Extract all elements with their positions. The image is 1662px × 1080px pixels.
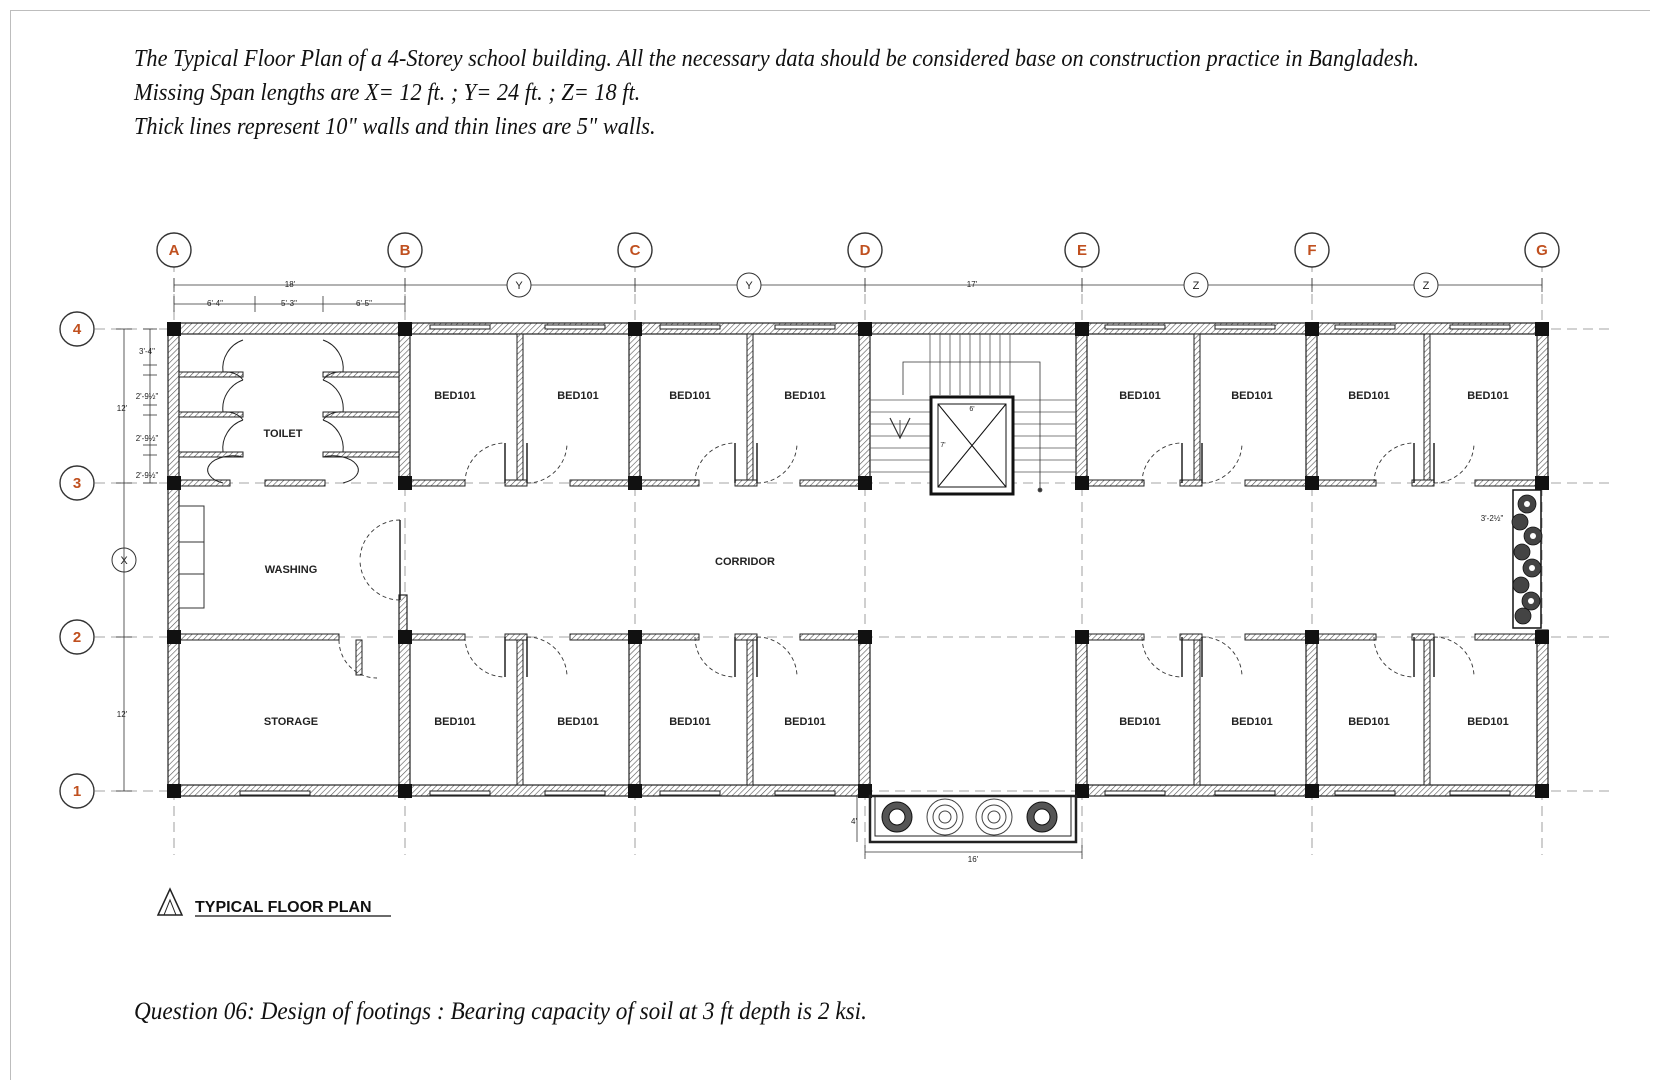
dim-ab-part2: 5'-3" — [281, 299, 297, 308]
room-label-bed: BED101 — [1231, 716, 1273, 728]
door-leaves — [400, 443, 1434, 677]
question-text: Question 06: Design of footings : Bearing capacity of soil at 3 ft depth is 2 ksi. — [134, 998, 867, 1025]
room-label-bed: BED101 — [434, 390, 476, 402]
dim-lift-width: 6' — [969, 406, 975, 413]
side-planter — [1512, 490, 1542, 628]
dim-toilet-1: 3'-4" — [139, 347, 155, 356]
dim-row-21: 12' — [116, 710, 128, 719]
walls-thick — [168, 323, 1548, 796]
svg-text:Z: Z — [1192, 280, 1200, 292]
toilet-stalls — [179, 340, 399, 483]
left-dimension-text — [117, 347, 159, 719]
dim-row-43: 12' — [116, 404, 128, 413]
statement-line-3: Thick lines represent 10" walls and thin lines are 5" walls. — [134, 114, 656, 140]
dim-de-span: 17' — [966, 280, 978, 289]
dim-lift-height: 7' — [940, 442, 946, 449]
svg-text:Z: Z — [1422, 280, 1430, 292]
grid-label-g: G — [1536, 242, 1548, 259]
room-label-bed: BED101 — [1231, 390, 1273, 402]
room-label-bed: BED101 — [1467, 390, 1509, 402]
grid-lines — [95, 262, 1612, 855]
dim-planter: 3'-2½" — [1480, 514, 1504, 523]
windows — [240, 325, 1510, 795]
room-label-bed: BED101 — [1348, 716, 1390, 728]
plan-title-block — [158, 889, 391, 916]
grid-bubble-3 — [60, 466, 94, 500]
room-label-toilet: TOILET — [263, 428, 303, 440]
grid-bubble-e — [1065, 233, 1099, 267]
structural-columns — [167, 322, 1549, 798]
span-marker-y1 — [507, 273, 531, 297]
doors — [339, 443, 1474, 678]
dim-toilet-4: 2'-9½" — [135, 471, 159, 480]
top-dimension-line — [174, 278, 1542, 312]
grid-label-3: 3 — [72, 475, 82, 492]
statement-line-1: The Typical Floor Plan of a 4-Storey school building. All the necessary data should be considered base on construction practice in Bangladesh. — [134, 46, 1420, 72]
room-label-bed: BED101 — [1467, 716, 1509, 728]
span-markers — [112, 273, 1438, 572]
room-label-bed: BED101 — [784, 716, 826, 728]
dim-balcony-depth: 4' — [851, 817, 857, 826]
plan-title: TYPICAL FLOOR PLAN — [195, 899, 372, 916]
dim-toilet-2: 2'-9½" — [135, 392, 159, 401]
dim-balcony-width: 16' — [967, 855, 979, 864]
grid-bubble-f — [1295, 233, 1329, 267]
grid-label-f: F — [1307, 242, 1317, 259]
grid-label-4: 4 — [72, 321, 82, 338]
row-grid-bubbles — [60, 312, 94, 808]
room-label-bed: BED101 — [669, 390, 711, 402]
grid-label-1: 1 — [72, 783, 82, 800]
room-label-corridor: CORRIDOR — [715, 556, 775, 568]
grid-bubble-1 — [60, 774, 94, 808]
room-label-bed: BED101 — [669, 716, 711, 728]
span-marker-z1 — [1184, 273, 1208, 297]
span-marker-y2 — [737, 273, 761, 297]
dim-toilet-3: 2'-9½" — [135, 434, 159, 443]
grid-label-2: 2 — [72, 629, 82, 646]
room-label-bed: BED101 — [1119, 390, 1161, 402]
grid-label-c: C — [629, 242, 641, 259]
grid-bubble-b — [388, 233, 422, 267]
washing-basins — [179, 506, 204, 608]
grid-bubble-a — [157, 233, 191, 267]
walls-thin — [174, 334, 1542, 785]
grid-bubble-d — [848, 233, 882, 267]
svg-text:Y: Y — [745, 280, 753, 292]
dim-ab-part3: 6'-5" — [356, 299, 372, 308]
dim-ab-total: 18' — [284, 280, 296, 289]
dim-ab-part1: 6'-4" — [207, 299, 223, 308]
room-label-bed: BED101 — [784, 390, 826, 402]
grid-label-d: D — [859, 242, 871, 259]
room-label-bed: BED101 — [1348, 390, 1390, 402]
column-grid-bubbles — [157, 233, 1559, 267]
balcony-planter — [870, 796, 1076, 842]
north-arrow-icon — [158, 889, 182, 915]
grid-label-a: A — [168, 242, 180, 259]
grid-bubble-4 — [60, 312, 94, 346]
grid-bubble-g — [1525, 233, 1559, 267]
room-label-bed: BED101 — [557, 716, 599, 728]
svg-text:X: X — [120, 555, 128, 567]
room-label-bed: BED101 — [1119, 716, 1161, 728]
svg-text:Y: Y — [515, 280, 523, 292]
statement-line-2: Missing Span lengths are X= 12 ft. ; Y= 24 ft. ; Z= 18 ft. — [134, 80, 641, 106]
room-label-storage: STORAGE — [263, 716, 319, 728]
room-label-bed: BED101 — [434, 716, 476, 728]
grid-label-e: E — [1076, 242, 1088, 259]
span-marker-z2 — [1414, 273, 1438, 297]
grid-label-b: B — [399, 242, 411, 259]
room-labels — [264, 390, 1509, 728]
room-label-washing: WASHING — [264, 564, 318, 576]
grid-bubble-2 — [60, 620, 94, 654]
room-label-bed: BED101 — [557, 390, 599, 402]
grid-bubble-c — [618, 233, 652, 267]
